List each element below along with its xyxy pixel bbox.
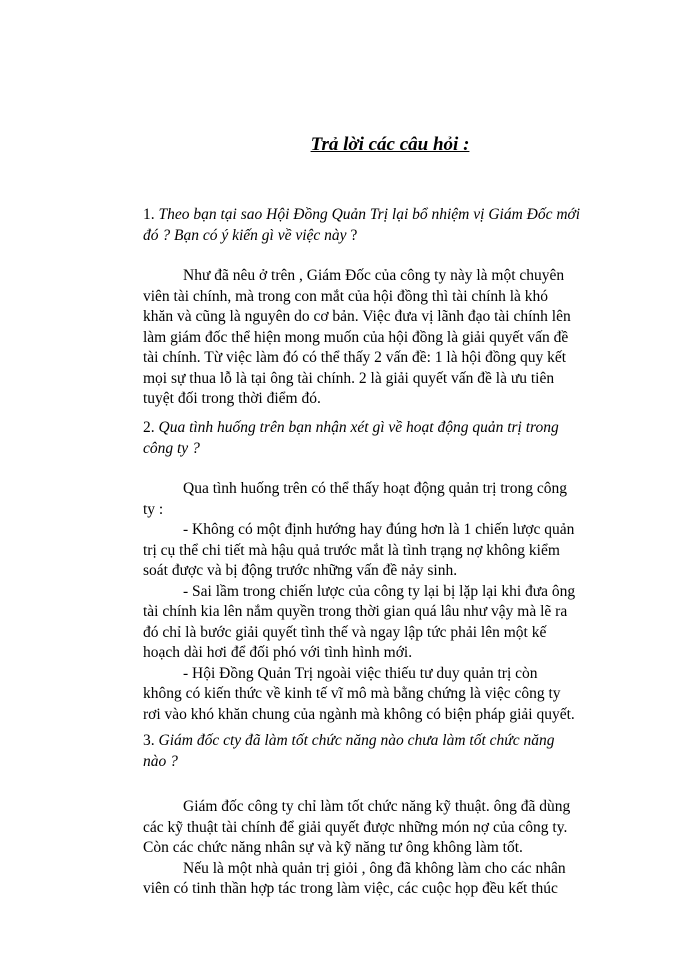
text-line: trị cụ thể chi tiết mà hậu quả trước mắt là tình trạng nợ không kiểm [143,541,560,559]
answer-3 [143,797,603,900]
text-line: tài chính. Từ việc làm đó có thể thấy 2 vấn đề: 1 là hội đồng quy kết [143,349,567,366]
question-1 [143,205,603,246]
question-text: Theo bạn tại sao Hội Đồng Quản Trị lại bổ nhiệm vị Giám Đốc mới [158,206,581,223]
page-title: Trả lời các câu hỏi : [310,134,470,155]
question-text: công ty ? [143,439,200,457]
bullet-line: - Hội Đồng Quản Trị ngoài việc thiếu tư duy quản trị còn [183,664,538,682]
text-line: tuyệt đối trong thời điểm đó. [143,390,321,407]
text-line: Giám đốc công ty chỉ làm tốt chức năng kỹ thuật. ông đã dùng [183,798,571,815]
text-line: viên tài chính, mà trong con mắt của hội đồng thì tài chính là khó [143,287,549,305]
text-line: Còn các chức năng nhân sự và kỹ năng tư ông không làm tốt. [143,839,523,856]
question-3 [143,731,603,772]
question-suffix: ? [346,226,358,244]
text-line: tài chính kia lên nắm quyền trong thời gian quá lâu như vậy mà lẽ ra [143,603,568,620]
question-number: 3. [143,732,155,749]
text-line: viên có tinh thần hợp tác trong làm việc, các cuộc họp đều kết thúc [143,880,558,897]
question-text: nào ? [143,752,178,770]
text-line: không có kiến thức về kinh tế vĩ mô mà bằng chứng là việc công ty [143,685,561,702]
bullet-line: - Sai lầm trong chiến lược của công ty lại bị lặp lại khi đưa ông [183,582,576,600]
text-line: hoạch dài hơi để đối phó với tình hình mới. [143,644,413,661]
text-line: soát được và bị động trước những vấn đề nảy sinh. [143,562,458,579]
text-line: mọi sự thua lỗ là tại ông tài chính. 2 là giải quyết vấn đề là ưu tiên [143,369,555,387]
text-line: Như đã nêu ở trên , Giám Đốc của công ty này là một chuyên [183,267,565,284]
question-number: 2. [143,419,155,436]
question-number: 1. [143,206,155,223]
answer-2 [143,479,603,725]
text-line: rơi vào khó khăn chung của ngành mà không có biện pháp giải quyết. [143,705,575,723]
text-line: ty : [143,500,164,518]
question-text: Qua tình huống trên bạn nhận xét gì về hoạt động quản trị trong [158,419,559,436]
text-line: khăn và cũng là nguyên do cơ bản. Việc đưa vị lãnh đạo tài chính lên [143,308,571,325]
text-line: các kỹ thuật tài chính để giải quyết được những món nợ của công ty. [143,818,568,836]
answer-1 [143,266,603,410]
question-2 [143,418,603,459]
text-line: đó chỉ là bước giải quyết tình thế và ngay lập tức phải lên một kế [143,623,547,641]
text-line: Nếu là một nhà quản trị giỏi , ông đã không làm cho các nhân [183,859,566,877]
question-text: Giám đốc cty đã làm tốt chức năng nào chưa làm tốt chức năng [158,732,555,749]
question-text: đó ? Bạn có ý kiến gì về việc này [143,226,347,244]
text-line: Qua tình huống trên có thể thấy hoạt động quản trị trong công [183,480,567,497]
text-line: làm giám đốc thể hiện mong muốn của hội đồng là giải quyết vấn đề [143,328,569,346]
bullet-line: - Không có một định hướng hay đúng hơn là 1 chiến lược quản [183,521,575,538]
